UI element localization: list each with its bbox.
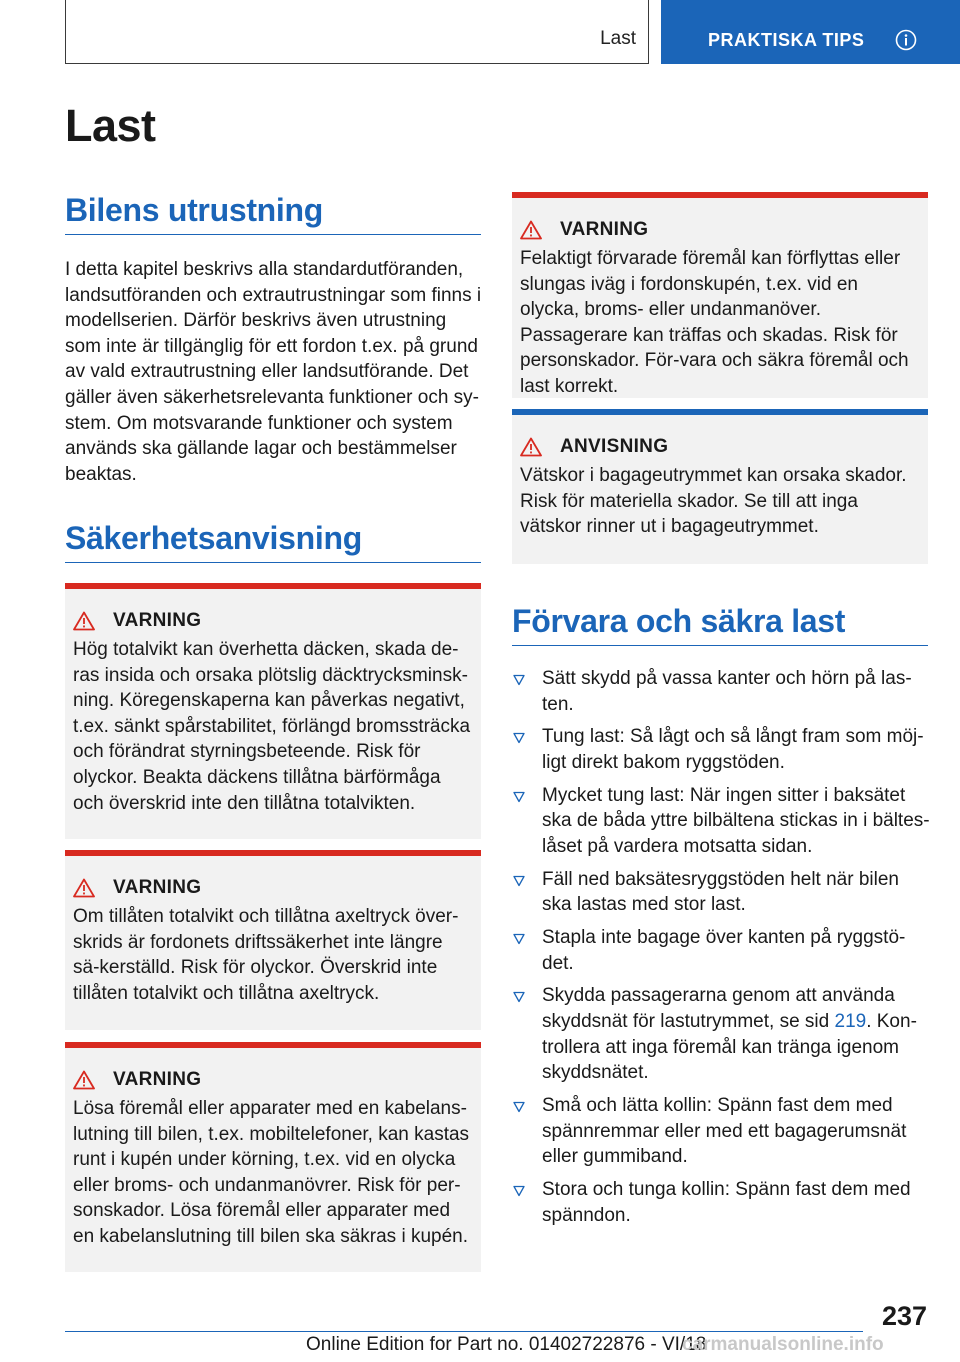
warning-box: [65, 850, 481, 1030]
load-tips-list: [513, 666, 933, 1235]
triangle-bullet-icon: [513, 1101, 525, 1113]
list-item: [513, 867, 933, 918]
list-item-text: Fäll ned baksätesryggstöden helt när bilen ska lastas med stor last.: [542, 868, 900, 916]
footer-watermark: carmanualsonline.info: [682, 1334, 884, 1355]
header-section-box: [65, 0, 649, 64]
equipment-paragraph: I detta kapitel beskrivs alla standardutföranden, landsutföranden och extrautrustningar som finns i modellserien. Därför beskrivs även utrustning som inte är tillgänglig för ett fordon t.ex. på grund av vald extrautrustning eller landsutförande. Det gäller även säkerhetsrelevanta funktioner och sy‐stem. Om motsvarande funktioner och system används ska gällande lagar och bestämmelser beaktas.: [65, 259, 482, 485]
heading-safety: Säkerhetsanvisning: [65, 520, 481, 563]
list-item-text: Mycket tung last: När ingen sitter i baksätet ska de båda yttre bilbältena stickas in i bältes‐låset på vardera motsatta sidan.: [542, 784, 930, 857]
triangle-bullet-icon: [513, 991, 525, 1003]
list-item: [513, 983, 933, 1085]
triangle-bullet-icon: [513, 875, 525, 887]
page-title: Last: [65, 100, 156, 151]
warning-triangle-icon: [520, 437, 542, 457]
triangle-bullet-icon: [513, 791, 525, 803]
notice-box: [512, 409, 928, 564]
warning-triangle-icon: [520, 220, 542, 240]
triangle-bullet-icon: [513, 674, 525, 686]
triangle-bullet-icon: [513, 933, 525, 945]
list-item: [513, 783, 933, 860]
header-section-label: Last: [600, 28, 636, 49]
list-item: [513, 1177, 933, 1228]
warning-box: [512, 192, 928, 398]
warning-title: VARNING: [113, 877, 202, 898]
page-number: 237: [881, 1301, 927, 1331]
notice-text: Vätskor i bagageutrymmet kan orsaka skador. Risk för materiella skador. Se till att inga vätskor rinner ut i bagageutrymmet.: [520, 465, 907, 538]
info-icon: [895, 29, 917, 51]
warning-title: VARNING: [113, 1069, 202, 1090]
notice-title: ANVISNING: [560, 436, 669, 457]
triangle-bullet-icon: [513, 1185, 525, 1197]
page-reference-link[interactable]: 219: [834, 1011, 867, 1033]
list-item-text: Stapla inte bagage över kanten på ryggstö‐det.: [542, 927, 906, 974]
triangle-bullet-icon: [513, 732, 525, 744]
warning-triangle-icon: [73, 878, 95, 898]
warning-box: [65, 583, 481, 839]
warning-triangle-icon: [73, 611, 95, 631]
heading-store-load: Förvara och säkra last: [512, 603, 928, 646]
warning-title: VARNING: [113, 610, 202, 631]
list-item-text: . Kon‐trollera att inga föremål kan tränga igenom skyddsnätet.: [542, 1011, 917, 1084]
list-item: [513, 1093, 933, 1170]
warning-text: Om tillåten totalvikt och tillåtna axeltryck över‐skrids är fordonets driftssäkerhet inte längre sä‐kerställd. Risk för olyckor. Överskrid inte tillåten totalvikt och tillåtna axeltryck.: [73, 906, 459, 1004]
list-item-text: Sätt skydd på vassa kanter och hörn på las‐ten.: [542, 668, 912, 715]
list-item: [513, 666, 933, 717]
header-tab[interactable]: [661, 0, 960, 64]
list-item: [513, 925, 933, 976]
warning-triangle-icon: [73, 1070, 95, 1090]
list-item-text: Små och lätta kollin: Spänn fast dem med spännremmar eller med ett bagagerumsnät eller gummiband.: [542, 1095, 907, 1168]
warning-title: VARNING: [560, 219, 649, 240]
warning-box: [65, 1042, 481, 1272]
footer-divider: [65, 1331, 863, 1332]
list-item-text: Tung last: Så lågt och så långt fram som möj‐ligt direkt bakom ryggstöden.: [542, 726, 924, 773]
warning-text: Felaktigt förvarade föremål kan förflyttas eller slungas iväg i fordonskupén, t.ex. vid en olycka, broms- eller undanmanöver. Passagerare kan träffas och skadas. Risk för personskador. För‐vara och säkra föremål och last korrekt.: [520, 248, 909, 397]
footer-edition: Online Edition for Part no. 01402722876 - VI/18: [306, 1334, 707, 1355]
header-tab-label: PRAKTISKA TIPS: [708, 30, 865, 50]
warning-text: Hög totalvikt kan överhetta däcken, skada de‐ras insida och orsaka plötslig däcktrycksminsk‐ning. Köregenskaperna kan påverkas negativt, t.ex. sänkt spårstabilitet, förlängd bromssträcka och förändrat styrningsbeteende. Risk för olyckor. Beakta däckens tillåtna bärförmåga och överskrid inte den tillåtna totalvikten.: [73, 639, 471, 814]
list-item-text: Stora och tunga kollin: Spänn fast dem med spänndon.: [542, 1179, 911, 1226]
list-item-text: Skydda passagerarna genom att använda skyddsnät för lastutrymmet, se sid: [542, 985, 895, 1033]
heading-equipment: Bilens utrustning: [65, 192, 481, 235]
list-item: [513, 724, 933, 775]
warning-text: Lösa föremål eller apparater med en kabelans‐lutning till bilen, t.ex. mobiltelefoner, kan kastas runt i kupén under körning, t.ex. vid en olycka eller broms- och undanmanövrer. Risk för per‐sonskador. Lösa föremål eller apparater med en kabelanslutning till bilen ska säkras i kupén.: [73, 1098, 470, 1247]
